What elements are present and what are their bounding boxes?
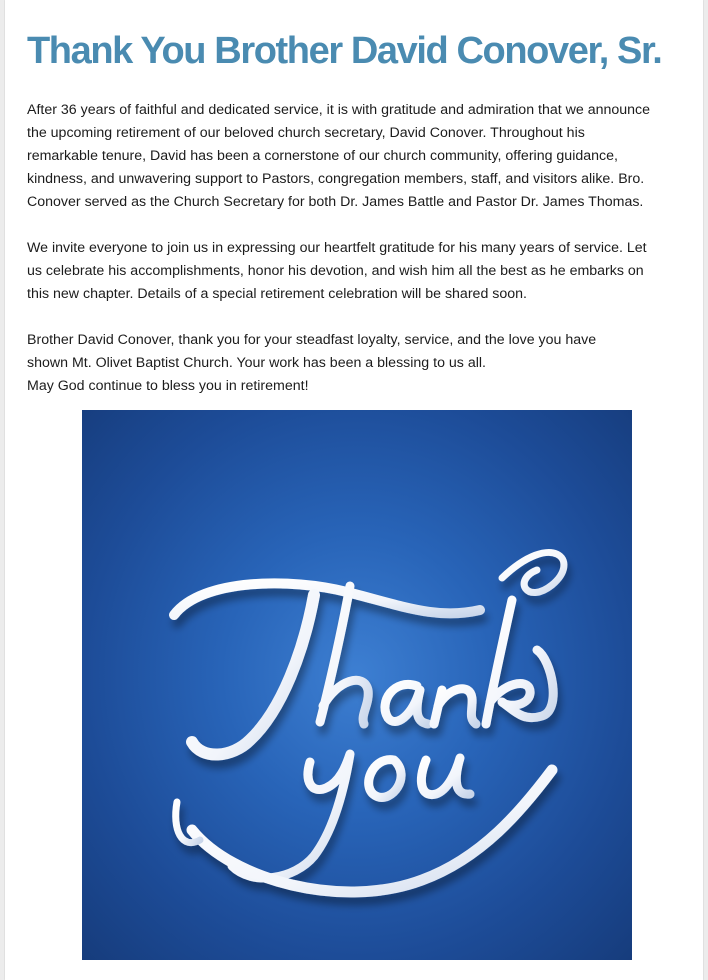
thank-you-lettering-graphic — [82, 410, 632, 960]
ribbon-a — [385, 684, 428, 724]
text-line: this new chapter. Details of a special retirement celebration will be shared soon. — [27, 286, 527, 302]
paragraph-announcement — [27, 99, 691, 214]
text-line: the upcoming retirement of our beloved church secretary, David Conover. Throughout his — [27, 125, 585, 141]
text-line: We invite everyone to join us in expressing our heartfelt gratitude for his many years of service. Let — [27, 240, 647, 256]
text-line: us celebrate his accomplishments, honor his devotion, and wish him all the best as he embarks on — [27, 263, 644, 279]
floating-action-button[interactable] — [677, 924, 699, 946]
paragraph-closing — [27, 329, 691, 398]
text-line: May God continue to bless you in retirement! — [27, 378, 309, 394]
page-title: Thank You Brother David Conover, Sr. — [27, 30, 662, 72]
ribbon-h — [320, 586, 368, 724]
ribbon-u — [421, 758, 470, 795]
ribbon-flourish-right — [502, 553, 564, 593]
text-line: Brother David Conover, thank you for your steadfast loyalty, service, and the love you have — [27, 332, 597, 348]
ribbon-k — [486, 600, 553, 724]
paragraph-invitation — [27, 237, 691, 306]
article-body — [27, 99, 691, 398]
text-line: kindness, and unwavering support to Pastors, congregation members, staff, and visitors alike. Bro. — [27, 171, 645, 187]
ribbon-n — [434, 689, 476, 724]
ribbon-y — [232, 754, 350, 878]
thank-you-image — [82, 410, 632, 960]
page-container — [5, 0, 703, 980]
text-line: After 36 years of faithful and dedicated service, it is with gratitude and admiration that we announce — [27, 102, 651, 118]
ribbon-swash-top — [174, 583, 480, 615]
text-line: shown Mt. Olivet Baptist Church. Your work has been a blessing to us all. — [27, 355, 486, 371]
text-line: remarkable tenure, David has been a cornerstone of our church community, offering guidance, — [27, 148, 618, 164]
ribbon-t-stem — [192, 595, 314, 755]
text-line: Conover served as the Church Secretary for both Dr. James Battle and Pastor Dr. James Thomas. — [27, 194, 644, 210]
ribbon-o — [369, 760, 401, 798]
